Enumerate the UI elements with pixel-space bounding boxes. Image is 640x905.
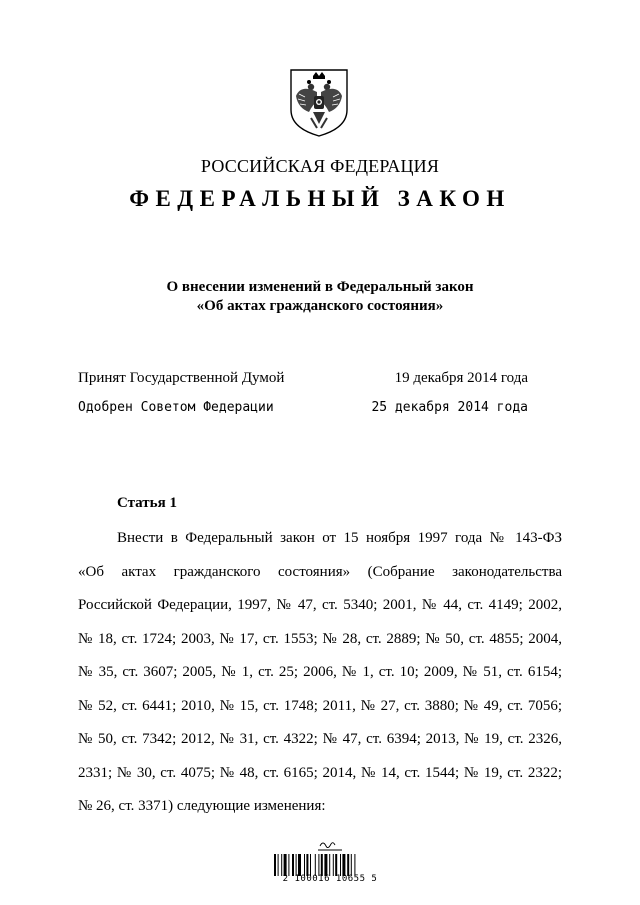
country-name: РОССИЙСКАЯ ФЕДЕРАЦИЯ (200, 156, 440, 176)
signature-mark (318, 843, 342, 850)
duma-date: 19 декабря 2014 года (394, 370, 528, 386)
council-date: 25 декабря 2014 года (371, 400, 528, 415)
barcode-icon (270, 840, 390, 900)
article-line: Российской Федерации, 1997, № 47, ст. 5340; 2001, № 44, ст. 4149; 2002, (78, 597, 562, 613)
law-title-line-2: «Об актах гражданского состояния» (196, 298, 444, 314)
article-heading: Статья 1 (117, 495, 177, 511)
council-label: Одобрен Советом Федерации (78, 400, 274, 415)
article-line: № 26, ст. 3371) следующие изменения: (78, 798, 326, 814)
article-line: «Об актах гражданского состояния» (Собрание законодательства (78, 563, 562, 580)
law-title (0, 278, 640, 316)
article-body (78, 522, 562, 824)
law-title-line-1: О внесении изменений в Федеральный закон (166, 279, 474, 295)
article-line: 2331; № 30, ст. 4075; № 48, ст. 6165; 2014, № 14, ст. 1544; № 19, ст. 2322; (78, 764, 562, 781)
law-type-heading: ФЕДЕРАЛЬНЫЙ ЗАКОН (129, 186, 511, 211)
article-line: № 52, ст. 6441; 2010, № 15, ст. 1748; 2011, № 27, ст. 3880; № 49, ст. 7056; (78, 697, 562, 714)
barcode-digits: 2 100016 10655 5 (282, 874, 378, 884)
coat-of-arms-icon (287, 66, 351, 138)
article-line: № 35, ст. 3607; 2005, № 1, ст. 25; 2006, № 1, ст. 10; 2009, № 51, ст. 6154; (78, 664, 562, 680)
article-line: № 18, ст. 1724; 2003, № 17, ст. 1553; № 28, ст. 2889; № 50, ст. 4855; 2004, (78, 630, 562, 647)
duma-label: Принят Государственной Думой (78, 370, 285, 386)
article-line: Внести в Федеральный закон от 15 ноября 1997 года № 143-ФЗ (117, 530, 562, 546)
article-line: № 50, ст. 7342; 2012, № 31, ст. 4322; № 47, ст. 6394; 2013, № 19, ст. 2326, (78, 731, 562, 747)
